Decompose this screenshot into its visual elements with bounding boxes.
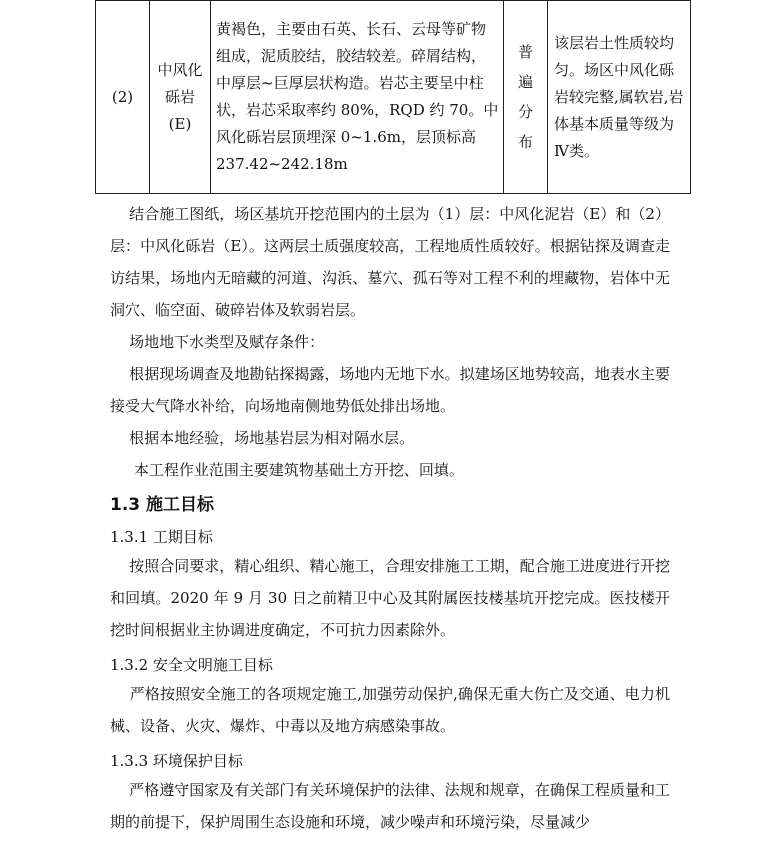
layer-description-cell: 黄褐色，主要由石英、长石、云母等矿物组成，泥质胶结，胶结较差。碎屑结构，中厚层~巨厚层状构造。岩芯主要呈中柱状，岩芯采取率约 80%，RQD 约 70。中风化砾岩层顶埋深 0~1.6m，层顶标高237.42~242.18m <box>211 1 504 194</box>
table-row <box>96 1 691 194</box>
layer-name-cell <box>150 1 211 194</box>
paragraph-aquitard: 根据本地经验，场地基岩层为相对隔水层。 <box>110 429 415 447</box>
layer-name-line: (E) <box>168 114 192 133</box>
layer-name-line: 砾岩 <box>164 87 195 106</box>
distribution-char: 布 <box>517 133 533 151</box>
paragraph-soil-layers: 结合施工图纸，场区基坑开挖范围内的土层为（1）层：中风化泥岩（E）和（2）层：中风化砾岩（E）。这两层土质强度较高，工程地质性质较好。根据钻探及调查走访结果，场地内无暗藏的河道、沟浜、墓穴、孤石等对工程不利的埋藏物，岩体中无洞穴、临空面、破碎岩体及软弱岩层。 <box>110 205 670 319</box>
layer-evaluation-cell: 该层岩土性质较均匀。场区中风化砾岩较完整,属软岩,岩体基本质量等级为Ⅳ类。 <box>548 1 691 194</box>
layer-name-line: 中风化 <box>157 60 203 79</box>
distribution-char: 遍 <box>517 73 533 91</box>
section-heading-1-3: 1.3 施工目标 <box>110 495 215 515</box>
paragraph-safety: 严格按照安全施工的各项规定施工,加强劳动保护,确保无重大伤亡及交通、电力机械、设备、火灾、爆炸、中毒以及地方病感染事故。 <box>110 685 670 735</box>
distribution-char: 普 <box>517 43 533 61</box>
paragraph-environment: 严格遵守国家及有关部门有关环境保护的法律、法规和规章，在确保工程质量和工期的前提下，保护周围生态设施和环境，减少噪声和环境污染，尽量减少 <box>110 781 670 831</box>
paragraph-scope: 本工程作业范围主要建筑物基础土方开挖、回填。 <box>110 461 464 479</box>
distribution-char: 分 <box>517 103 533 121</box>
subsection-heading-1-3-2: 1.3.2 安全文明施工目标 <box>110 656 273 674</box>
paragraph-groundwater: 根据现场调查及地勘钻探揭露，场地内无地下水。拟建场区地势较高，地表水主要接受大气降水补给，向场地南侧地势低处排出场地。 <box>110 365 670 415</box>
subsection-heading-1-3-3: 1.3.3 环境保护目标 <box>110 752 243 770</box>
paragraph-groundwater-heading: 场地地下水类型及赋存条件： <box>110 333 325 351</box>
subsection-heading-1-3-1: 1.3.1 工期目标 <box>110 528 213 546</box>
layer-distribution-cell <box>504 1 548 194</box>
layer-number-cell: (2) <box>96 1 150 194</box>
paragraph-schedule: 按照合同要求，精心组织、精心施工，合理安排施工工期，配合施工进度进行开挖和回填。2020 年 9 月 30 日之前精卫中心及其附属医技楼基坑开挖完成。医技楼开挖时间根据业主协调进度确定，不可抗力因素除外。 <box>110 557 670 639</box>
rock-layer-table <box>95 0 691 194</box>
